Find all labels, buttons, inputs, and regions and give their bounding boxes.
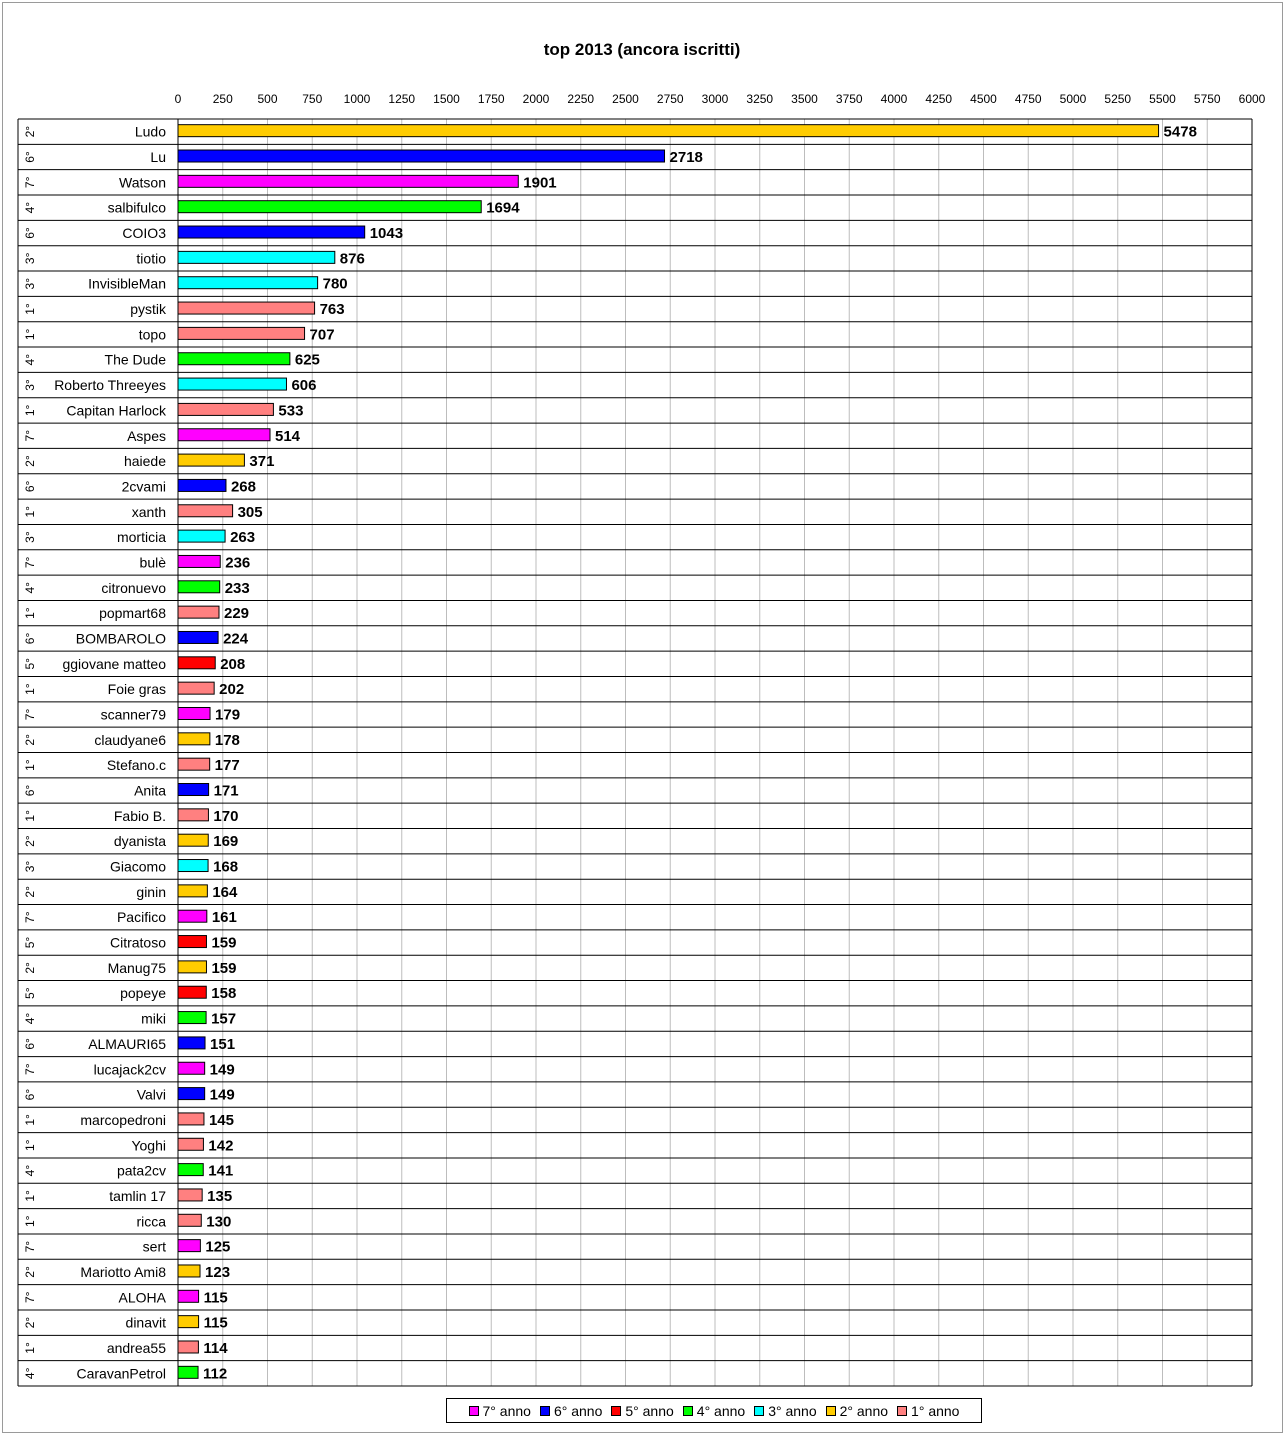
row-name-label: Anita <box>134 782 166 799</box>
row-year-label: 7° <box>23 556 38 569</box>
row-name-label: The Dude <box>104 351 166 368</box>
x-tick-label: 4500 <box>970 92 997 106</box>
bar-value-label: 179 <box>215 706 241 724</box>
row-year-label: 3° <box>23 860 38 873</box>
bar <box>178 1240 200 1252</box>
row-name-label: bulè <box>139 554 166 571</box>
row-year-label: 6° <box>23 227 38 239</box>
row-year-label: 6° <box>23 784 38 797</box>
bar <box>178 1189 202 1201</box>
bar <box>178 910 207 922</box>
legend-swatch <box>897 1406 907 1416</box>
x-tick-label: 2500 <box>612 92 639 106</box>
bar-value-label: 1901 <box>523 174 557 192</box>
row-name-label: salbifulco <box>107 199 166 216</box>
chart-title: top 2013 (ancora iscritti) <box>543 40 741 59</box>
row-year-label: 7° <box>23 1240 38 1253</box>
bar <box>178 150 665 162</box>
bar-value-label: 224 <box>223 630 249 648</box>
x-tick-label: 2250 <box>567 92 595 106</box>
x-tick-label: 5750 <box>1193 92 1221 106</box>
bar <box>178 657 215 669</box>
row-year-label: 1° <box>23 1215 38 1228</box>
row-name-label: Roberto Threeyes <box>54 377 166 394</box>
bar-value-label: 1043 <box>369 225 404 243</box>
bar <box>178 1012 206 1024</box>
x-tick-label: 1000 <box>343 92 371 106</box>
row-name-label: miki <box>141 1010 166 1027</box>
bar-value-label: 170 <box>213 807 239 825</box>
bar-value-label: 208 <box>220 655 246 673</box>
row-name-label: ggiovane matteo <box>62 655 166 672</box>
bar-value-label: 159 <box>211 959 237 977</box>
bar-value-label: 164 <box>212 883 238 901</box>
bar <box>178 606 219 618</box>
row-name-label: ALOHA <box>118 1289 166 1306</box>
bar <box>178 1164 203 1176</box>
row-name-label: Stefano.c <box>106 757 166 774</box>
row-name-label: Ludo <box>134 123 166 140</box>
legend-item <box>754 1403 816 1419</box>
bar <box>178 1214 201 1226</box>
legend-label: 5° anno <box>625 1402 674 1419</box>
row-year-label: 4° <box>23 582 38 594</box>
x-tick-label: 1500 <box>433 92 460 106</box>
row-name-label: xanth <box>131 503 166 520</box>
row-year-label: 5° <box>23 936 38 949</box>
row-name-label: InvisibleMan <box>88 275 166 292</box>
row-name-label: pystik <box>130 301 166 318</box>
row-name-label: morticia <box>116 529 166 546</box>
row-year-label: 6° <box>23 632 38 645</box>
row-year-label: 2° <box>23 125 38 138</box>
row-year-label: 2° <box>23 455 38 467</box>
row-name-label: Giacomo <box>109 858 166 875</box>
bar <box>178 251 335 263</box>
row-name-label: Foie gras <box>107 681 166 698</box>
bar <box>178 682 214 694</box>
row-year-label: 1° <box>23 1139 38 1152</box>
bar <box>178 505 233 517</box>
bar-value-label: 130 <box>206 1213 232 1231</box>
row-year-label: 5° <box>23 658 38 670</box>
bar <box>178 429 270 441</box>
x-tick-label: 4750 <box>1014 92 1042 106</box>
bar-value-label: 514 <box>275 427 301 445</box>
legend-swatch <box>683 1406 693 1416</box>
row-name-label: Capitan Harlock <box>66 402 166 419</box>
bar <box>178 302 315 314</box>
bar-value-label: 115 <box>203 1289 228 1307</box>
row-name-label: dyanista <box>113 833 166 850</box>
row-name-label: tiotio <box>136 250 166 267</box>
bar-value-label: 178 <box>214 731 240 749</box>
row-year-label: 1° <box>23 303 38 315</box>
row-year-label: 7° <box>23 911 38 923</box>
legend-label: 1° anno <box>911 1402 960 1419</box>
row-year-label: 4° <box>23 1367 38 1380</box>
legend-swatch <box>540 1406 550 1416</box>
row-year-label: 1° <box>23 759 38 771</box>
row-name-label: ginin <box>136 883 166 900</box>
bar <box>178 1316 199 1328</box>
bar-value-label: 606 <box>291 377 317 395</box>
row-year-label: 3° <box>23 277 38 290</box>
row-year-label: 4° <box>23 201 38 214</box>
row-name-label: sert <box>142 1238 166 1255</box>
x-tick-label: 500 <box>257 92 278 106</box>
bar <box>178 581 220 593</box>
bar-value-label: 168 <box>213 858 239 876</box>
bar <box>178 860 208 872</box>
bar <box>178 277 318 289</box>
row-year-label: 6° <box>23 1088 38 1101</box>
row-year-label: 7° <box>23 708 38 721</box>
row-year-label: 1° <box>23 1190 38 1202</box>
row-year-label: 3° <box>23 252 38 265</box>
x-tick-label: 0 <box>174 92 182 106</box>
bar <box>178 809 208 821</box>
x-tick-label: 3250 <box>746 92 774 106</box>
row-name-label: Watson <box>119 174 166 191</box>
row-year-label: 6° <box>23 1038 38 1050</box>
bar <box>178 707 210 719</box>
bar-value-label: 533 <box>278 402 304 420</box>
row-year-label: 4° <box>23 1164 38 1177</box>
bar-value-label: 142 <box>208 1137 234 1155</box>
bar-value-label: 2718 <box>669 149 703 167</box>
bar <box>178 986 206 998</box>
bar-value-label: 371 <box>249 453 275 471</box>
bar-value-label: 171 <box>213 782 239 800</box>
x-tick-label: 4250 <box>925 92 953 106</box>
bar <box>178 1341 198 1353</box>
row-name-label: Citratoso <box>109 934 166 951</box>
bar-value-label: 169 <box>213 833 239 851</box>
row-year-label: 1° <box>23 683 38 695</box>
x-tick-label: 750 <box>302 92 323 106</box>
bar <box>178 378 286 390</box>
row-year-label: 2° <box>23 1266 38 1278</box>
row-year-label: 5° <box>23 987 38 999</box>
bar-value-label: 158 <box>211 985 237 1003</box>
row-name-label: Valvi <box>136 1086 166 1103</box>
x-tick-label: 3000 <box>701 92 729 106</box>
row-name-label: popeye <box>120 985 166 1002</box>
row-name-label: scanner79 <box>100 706 166 723</box>
bar <box>178 403 273 415</box>
row-year-label: 1° <box>23 607 38 619</box>
x-tick-label: 250 <box>212 92 233 106</box>
row-year-label: 1° <box>23 404 38 417</box>
row-year-label: 3° <box>23 531 38 543</box>
bar-value-label: 115 <box>203 1314 228 1332</box>
bar <box>178 631 218 643</box>
row-name-label: Yoghi <box>131 1137 166 1154</box>
x-tick-label: 4000 <box>880 92 908 106</box>
bar-value-label: 263 <box>230 529 256 547</box>
x-tick-label: 3500 <box>791 92 818 106</box>
x-tick-label: 3750 <box>835 92 863 106</box>
bar <box>178 353 290 365</box>
bar <box>178 530 225 542</box>
row-year-label: 1° <box>23 1342 38 1354</box>
x-tick-label: 2750 <box>656 92 684 106</box>
row-year-label: 6° <box>23 480 38 493</box>
bar-value-label: 236 <box>225 554 251 572</box>
bar-value-label: 145 <box>208 1111 234 1129</box>
row-year-label: 4° <box>23 353 38 366</box>
row-year-label: 4° <box>23 1012 38 1025</box>
bar <box>178 733 210 745</box>
bar-value-label: 157 <box>211 1010 237 1028</box>
bar <box>178 1366 198 1378</box>
bar-value-label: 151 <box>210 1035 236 1053</box>
legend-label: 3° anno <box>768 1402 817 1419</box>
chart-legend <box>446 1398 982 1423</box>
bar-value-label: 149 <box>209 1061 235 1079</box>
bar-value-label: 876 <box>339 250 365 268</box>
row-year-label: 2° <box>23 835 38 847</box>
bar <box>178 226 365 238</box>
bar-value-label: 202 <box>219 681 245 699</box>
row-year-label: 1° <box>23 506 38 518</box>
row-year-label: 2° <box>23 734 38 746</box>
row-year-label: 6° <box>23 151 38 163</box>
row-name-label: haiede <box>123 453 166 470</box>
bar-value-label: 135 <box>207 1187 233 1205</box>
bar-value-label: 707 <box>309 326 335 344</box>
x-tick-label: 5250 <box>1104 92 1132 106</box>
row-name-label: popmart68 <box>99 605 166 622</box>
bar <box>178 961 206 973</box>
bar-value-label: 763 <box>319 301 345 319</box>
row-name-label: pata2cv <box>116 1162 166 1179</box>
x-tick-label: 1250 <box>388 92 416 106</box>
legend-label: 6° anno <box>553 1402 603 1419</box>
legend-label: 7° anno <box>482 1402 531 1419</box>
row-year-label: 7° <box>23 1063 38 1075</box>
bar-value-label: 233 <box>224 579 250 597</box>
bar <box>178 454 244 466</box>
row-name-label: lucajack2cv <box>93 1061 166 1078</box>
legend-item <box>540 1403 602 1419</box>
legend-item <box>897 1403 959 1419</box>
bar-value-label: 112 <box>203 1365 228 1383</box>
bar <box>178 1265 200 1277</box>
bar <box>178 784 209 796</box>
bar-value-label: 123 <box>205 1263 231 1281</box>
bar <box>178 1290 199 1302</box>
bar-value-label: 1694 <box>486 199 520 217</box>
legend-swatch <box>754 1406 764 1416</box>
row-year-label: 7° <box>23 176 38 189</box>
bar <box>178 555 220 567</box>
row-year-label: 2° <box>23 1316 38 1329</box>
bar-value-label: 780 <box>322 275 348 293</box>
row-name-label: marcopedroni <box>80 1111 166 1128</box>
row-name-label: claudyane6 <box>94 731 166 748</box>
bar <box>178 1113 204 1125</box>
legend-item <box>826 1403 888 1419</box>
x-tick-label: 1750 <box>477 92 505 106</box>
row-name-label: topo <box>138 326 166 343</box>
bar-value-label: 625 <box>294 351 320 369</box>
legend-item <box>611 1403 673 1419</box>
x-tick-label: 5500 <box>1149 92 1176 106</box>
row-name-label: andrea55 <box>106 1339 166 1356</box>
row-name-label: CaravanPetrol <box>76 1365 166 1382</box>
bar <box>178 1138 203 1150</box>
row-name-label: Mariotto Ami8 <box>80 1263 166 1280</box>
x-tick-label: 2000 <box>522 92 550 106</box>
row-name-label: Manug75 <box>107 959 166 976</box>
row-year-label: 1° <box>23 328 38 341</box>
row-name-label: Fabio B. <box>113 807 166 824</box>
legend-swatch <box>826 1406 836 1416</box>
legend-swatch <box>469 1406 479 1416</box>
bar <box>178 201 481 213</box>
bar <box>178 758 210 770</box>
row-name-label: ALMAURI65 <box>88 1035 166 1052</box>
bar-value-label: 161 <box>211 909 237 927</box>
bar <box>178 327 305 339</box>
row-year-label: 1° <box>23 1114 38 1126</box>
x-tick-label: 5000 <box>1059 92 1087 106</box>
bar-value-label: 159 <box>211 934 237 952</box>
row-name-label: BOMBAROLO <box>75 630 166 647</box>
bar <box>178 175 518 187</box>
bar <box>178 1062 205 1074</box>
legend-label: 4° anno <box>696 1402 746 1419</box>
bar-value-label: 149 <box>209 1086 235 1104</box>
row-year-label: 7° <box>23 1291 38 1304</box>
legend-label: 2° anno <box>839 1402 889 1419</box>
bar-value-label: 177 <box>214 757 240 775</box>
row-name-label: tamlin 17 <box>109 1187 166 1204</box>
row-year-label: 2° <box>23 962 38 974</box>
legend-item <box>469 1403 531 1419</box>
bar-value-label: 229 <box>223 605 250 623</box>
bar-value-label: 268 <box>230 478 257 496</box>
row-year-label: 2° <box>23 886 38 898</box>
row-name-label: citronuevo <box>101 579 166 596</box>
row-year-label: 3° <box>23 379 38 391</box>
bar-value-label: 125 <box>205 1238 231 1256</box>
row-name-label: dinavit <box>125 1314 166 1331</box>
legend-swatch <box>611 1406 621 1416</box>
bar <box>178 834 208 846</box>
row-name-label: Pacifico <box>116 909 166 926</box>
bar-value-label: 141 <box>208 1162 234 1180</box>
bar <box>178 885 207 897</box>
bar <box>178 479 226 491</box>
bar-value-label: 5478 <box>1163 123 1197 141</box>
bar-value-label: 114 <box>203 1339 228 1357</box>
bar <box>178 125 1159 137</box>
bar <box>178 1088 205 1100</box>
row-name-label: 2cvami <box>121 478 166 495</box>
row-name-label: Aspes <box>127 427 166 444</box>
row-name-label: Lu <box>150 149 166 166</box>
row-year-label: 7° <box>23 430 38 442</box>
legend-item <box>683 1403 745 1419</box>
bar <box>178 936 206 948</box>
x-tick-label: 6000 <box>1238 92 1266 106</box>
bar <box>178 1037 205 1049</box>
row-name-label: ricca <box>136 1213 166 1230</box>
row-name-label: COIO3 <box>122 225 166 242</box>
row-year-label: 1° <box>23 810 38 822</box>
bar-value-label: 305 <box>237 503 263 521</box>
